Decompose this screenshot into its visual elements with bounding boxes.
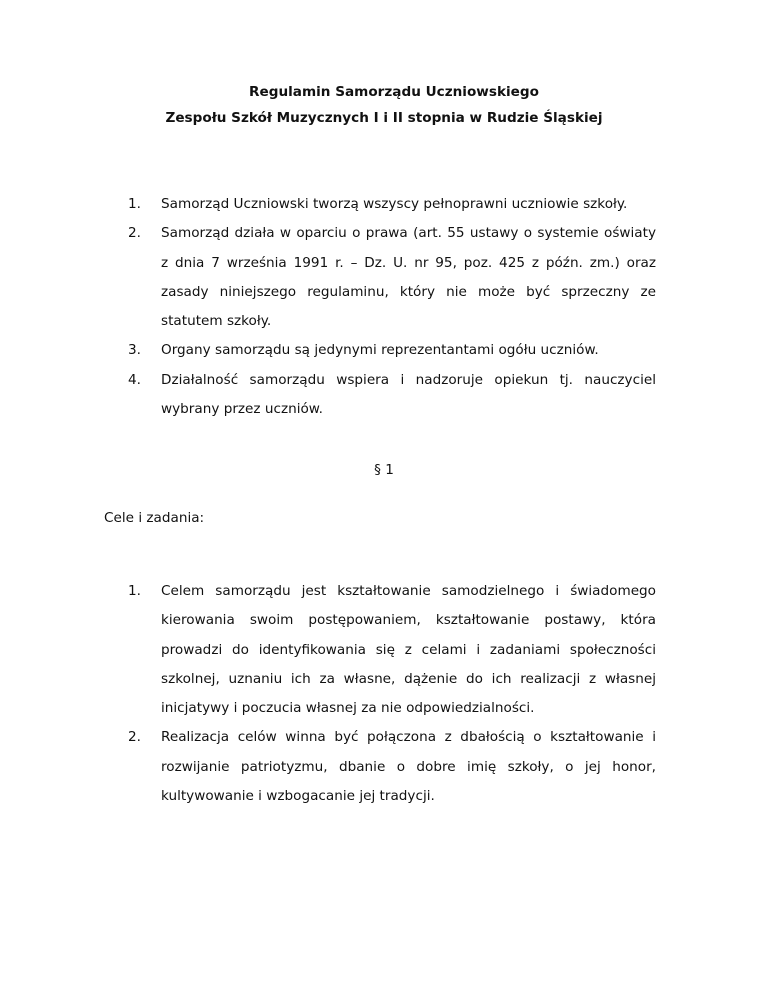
list-item-number: 1. (128, 583, 141, 599)
list-item-text: Samorząd działa w oparciu o prawa (art. 55 ustawy o systemie oświaty z dnia 7 września 1991 r. – Dz. U. nr 95, poz. 425 z późn. zm.) oraz zasady niniejszego regulaminu, który nie może być sprzeczny ze statutem szkoły. (161, 225, 656, 330)
goals-list (128, 577, 656, 811)
list-item (128, 366, 656, 425)
list-item-number: 2. (128, 225, 141, 242)
list-item (128, 723, 656, 811)
section-mark: § 1 (374, 462, 394, 478)
list-item-text: Samorząd Uczniowski tworzą wszyscy pełnoprawni uczniowie szkoły. (161, 196, 628, 212)
list-item (128, 190, 656, 219)
list-item-number: 3. (128, 342, 141, 359)
list-item-number: 1. (128, 196, 141, 212)
list-item (128, 219, 656, 336)
list-item-number: 2. (128, 729, 141, 746)
list-item-text: Celem samorządu jest kształtowanie samodzielnego i świadomego kierowania swoim postępowaniem, kształtowanie postawy, która prowadzi do identyfikowania się z celami i zadaniami społeczności szkolnej, uznaniu ich za własne, dążenie do ich realizacji z własnej inicjatywy i poczucia własnej za nie odpowiedzialności. (161, 583, 656, 717)
document-title-line-1: Regulamin Samorządu Uczniowskiego (249, 84, 539, 100)
section-heading: Cele i zadania: (104, 510, 205, 526)
list-item (128, 336, 656, 365)
list-item (128, 577, 656, 723)
document-title-line-2: Zespołu Szkół Muzycznych I i II stopnia w Rudzie Śląskiej (165, 110, 603, 126)
intro-list (128, 190, 656, 424)
list-item-text: Organy samorządu są jedynymi reprezentantami ogółu uczniów. (161, 342, 599, 359)
list-item-number: 4. (128, 371, 141, 388)
list-item-text: Realizacja celów winna być połączona z dbałością o kształtowanie i rozwijanie patriotyzmu, dbanie o dobre imię szkoły, o jej honor, kultywowanie i wzbogacanie jej tradycji. (161, 729, 656, 805)
list-item-text: Działalność samorządu wspiera i nadzoruje opiekun tj. nauczyciel wybrany przez uczniów. (161, 371, 656, 418)
